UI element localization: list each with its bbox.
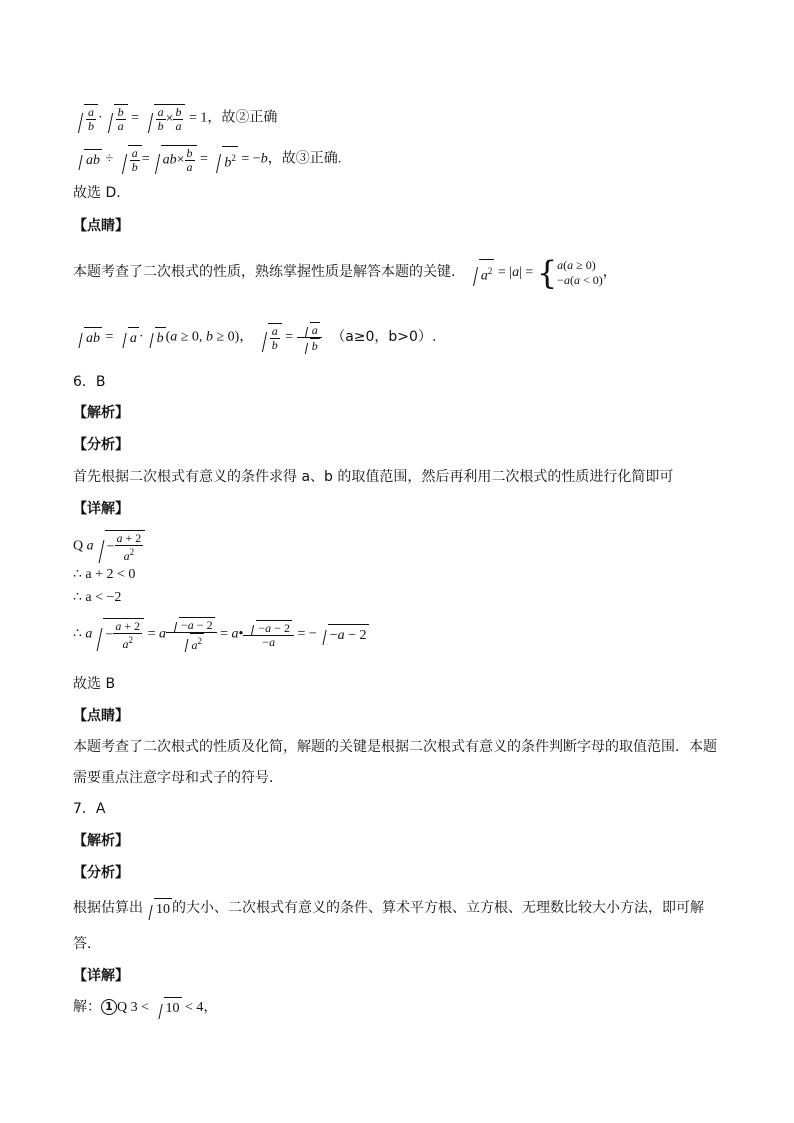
- q6-fenxi: 【分析】: [73, 437, 129, 453]
- q7-analysis: 根据估算出 10 的大小、二次根式有意义的条件、算术平方根、立方根、无理数比较大小方法，即可解: [73, 898, 704, 920]
- line2-conclusion: ，故③正确.: [267, 151, 342, 167]
- q5-note-text: 本题考查了二次根式的性质，熟练掌握性质是解答本题的关键.: [73, 264, 456, 281]
- q6-analysis: 首先根据二次根式有意义的条件求得 a、b 的取值范围，然后再利用二次根式的性质进行化简即可: [73, 469, 674, 485]
- q6-jiexi: 【解析】: [73, 405, 129, 421]
- q5-dianjing-heading: 【点睛】: [73, 218, 129, 234]
- choose-d: 故选 D.: [73, 185, 121, 201]
- q6-answer: 6．B: [73, 374, 106, 390]
- q6-step-3: ∴ a < −2: [73, 590, 122, 605]
- formula-line-1: $\frac{a}{b}$ · $\frac{b}{a}$ = $\frac{a}{b}$ × $\frac{b}{a}$ = 1，故②正确: [73, 104, 277, 133]
- q7-jiexi: 【解析】: [73, 833, 129, 849]
- q7-answer: 7．A: [73, 801, 106, 817]
- q7-analysis-post: 的大小、二次根式有意义的条件、算术平方根、立方根、无理数比较大小方法，即可解: [172, 900, 704, 917]
- q6-note-line-2: 需要重点注意字母和式子的符号．: [73, 770, 283, 786]
- q6-dianjing: 【点睛】: [73, 708, 129, 724]
- q6-step-1: Q a − $\frac{a + 2}{a^2}$: [73, 530, 145, 563]
- line1-conclusion: ，故②正确: [207, 110, 278, 126]
- q6-step-4: ∴ a − $\frac{a + 2}{a^2}$ = a $\frac{-a - 2}{a^2}$ = a• $\frac{-a - 2}{-a}$ = − −a − 2: [73, 618, 367, 652]
- formula-line-2: ab ÷ $\frac{a}{b}$ = ab× $\frac{b}{a}$ = $b^2 = -b$，故③正确.: [73, 145, 341, 174]
- q7-solution: 解： 1 Q 3 < 10 < 4，: [73, 997, 217, 1019]
- q5-condition: （a≥0，b>0）.: [331, 328, 437, 345]
- q5-property-line: ab = a · b (a ≥ 0, b ≥ 0)， $\frac{a}{b}$ = $\frac{a}{b}$ （a≥0，b>0）.: [73, 322, 436, 353]
- q6-step-2: ∴ a + 2 < 0: [73, 567, 136, 582]
- q6-choose: [73, 674, 115, 694]
- q6-note-line-1: 本题考查了二次根式的性质及化简，解题的关键是根据二次根式有意义的条件判断字母的取值范围．本题: [73, 739, 717, 755]
- q5-dianjing-text: 本题考查了二次根式的性质，熟练掌握性质是解答本题的关键. $a^2 = |a|$ = { a(a ≥ 0) −a(a < 0) ，: [73, 254, 617, 292]
- circled-one: 1: [101, 999, 117, 1015]
- q7-xiangjie: 【详解】: [73, 968, 129, 984]
- q7-sol-label: 解：: [73, 999, 101, 1016]
- q7-fenxi: 【分析】: [73, 865, 129, 881]
- q7-analysis-pre: 根据估算出: [73, 900, 143, 917]
- q6-choose-text: 故选 B: [73, 676, 116, 692]
- q7-analysis-end: 答．: [73, 936, 101, 952]
- q6-xiangjie: 【详解】: [73, 501, 129, 517]
